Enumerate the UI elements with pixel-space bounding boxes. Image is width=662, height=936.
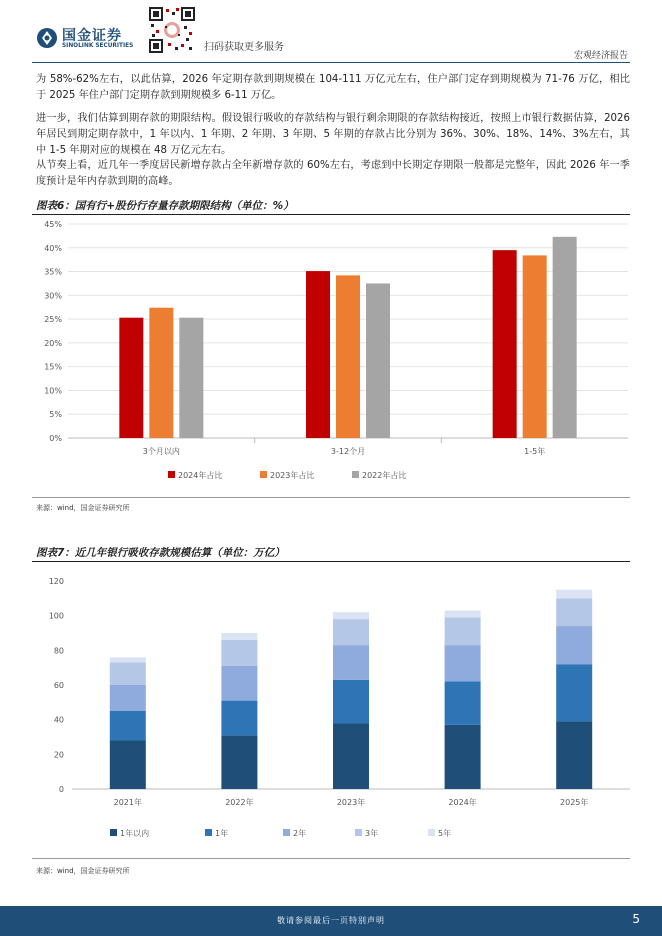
- stacked-bar-segment: [110, 657, 146, 662]
- figure7-chart: [0, 563, 662, 855]
- legend-label: 2024年占比: [178, 471, 223, 480]
- legend-label: 3年: [365, 829, 379, 838]
- logo-english-name: SINOLINK SECURITIES: [62, 43, 134, 49]
- y-tick-label: 60: [53, 681, 64, 690]
- stacked-bar-segment: [333, 619, 369, 645]
- logo-chinese-name: 国金证券: [62, 28, 122, 44]
- bar: [149, 308, 173, 438]
- page-header: [0, 0, 662, 68]
- x-tick-label: 3个月以内: [142, 447, 180, 456]
- figure7-title: 图表7：近几年银行吸收存款规模估算（单位：万亿）: [36, 547, 285, 559]
- stacked-bar-segment: [221, 633, 257, 640]
- figure6-title: 图表6：国有行+股份行存量存款期限结构（单位：%）: [36, 200, 294, 212]
- paragraph-3: 从节奏上看，近几年一季度居民新增存款占全年新增存款的 60%左右，考虑到中长期定存期限一般都是完整年，因此 2026 年一季度预计是年内存款到期的高峰。: [36, 160, 630, 187]
- x-tick-label: 2024年: [448, 798, 477, 807]
- stacked-bar-segment: [333, 680, 369, 723]
- stacked-bar-segment: [556, 721, 592, 789]
- legend-swatch: [168, 471, 175, 478]
- stacked-bar-segment: [445, 645, 481, 681]
- y-tick-label: 0: [58, 785, 64, 794]
- y-tick-label: 40%: [44, 243, 62, 253]
- bar: [523, 255, 547, 438]
- legend-label: 1年以内: [120, 829, 150, 838]
- stacked-bar-segment: [556, 598, 592, 626]
- stacked-bar-segment: [556, 664, 592, 721]
- footer-disclaimer: 敬请参阅最后一页特别声明: [277, 916, 385, 925]
- paragraph-1: 为 58%-62%左右，以此估算，2026 年定期存款到期规模在 104-111 万亿元左右，住户部门定存到期规模为 71-76 万亿，相比于 2025 年住户部门定期存款到期规模多 6-11 万亿。: [36, 74, 630, 101]
- bar: [493, 250, 517, 438]
- figure6-top-rule: [32, 214, 630, 215]
- y-tick-label: 5%: [49, 410, 62, 420]
- legend-swatch: [283, 829, 290, 836]
- figure6-source: 来源：wind，国金证券研究所: [36, 504, 130, 512]
- y-tick-label: 25%: [44, 315, 62, 325]
- bar: [179, 318, 203, 438]
- stacked-bar-segment: [110, 711, 146, 740]
- bar: [336, 275, 360, 438]
- y-tick-label: 40: [53, 715, 64, 725]
- y-tick-label: 10%: [44, 386, 62, 396]
- x-tick-label: 2022年: [225, 798, 254, 807]
- y-tick-label: 100: [48, 611, 64, 621]
- y-tick-label: 45%: [44, 220, 62, 229]
- legend-swatch: [260, 471, 267, 478]
- y-tick-label: 30%: [44, 291, 62, 301]
- y-tick-label: 120: [48, 577, 64, 586]
- stacked-bar-segment: [110, 740, 146, 789]
- stacked-bar-segment: [333, 645, 369, 680]
- x-tick-label: 1-5年: [524, 447, 546, 456]
- bar: [366, 283, 390, 438]
- stacked-bar-segment: [556, 590, 592, 599]
- y-tick-label: 80: [53, 646, 64, 656]
- page-number: 5: [632, 912, 640, 926]
- legend-label: 2023年占比: [270, 471, 315, 480]
- company-logo: [36, 24, 146, 52]
- figure7-bottom-rule: [32, 858, 630, 859]
- stacked-bar-segment: [445, 610, 481, 617]
- y-tick-label: 20%: [44, 338, 62, 348]
- report-type-label: 宏观经济报告: [573, 51, 628, 61]
- figure7-source: 来源：wind，国金证券研究所: [36, 867, 130, 875]
- stacked-bar-segment: [333, 612, 369, 619]
- sinolink-logo-icon: [36, 27, 58, 49]
- figure6-chart: [0, 216, 662, 494]
- header-divider: [32, 62, 630, 63]
- scan-for-services-text: 扫码获取更多服务: [204, 42, 284, 53]
- stacked-bar-segment: [110, 662, 146, 685]
- page-footer: [0, 906, 662, 936]
- legend-swatch: [110, 829, 117, 836]
- stacked-bar-segment: [445, 682, 481, 725]
- figure6-chart-svg: [0, 216, 662, 494]
- legend-swatch: [352, 471, 359, 478]
- qr-code-icon[interactable]: [148, 6, 196, 54]
- legend-swatch: [205, 829, 212, 836]
- figure7-top-rule: [32, 561, 630, 562]
- legend-label: 5年: [438, 829, 452, 838]
- x-tick-label: 3-12个月: [330, 447, 366, 456]
- paragraph-2: 进一步，我们估算到期存款的期限结构。假设银行吸收的存款结构与银行剩余期限的存款结构接近，按照上市银行数据估算，2026 年居民到期定期存款中，1 年以内、1 年期、2 年期、3 年期、5 年期的存款占比分别为 36%、30%、18%、14%、3%左右，其中 1-5 年期对应的规模在 48 万亿元左右。: [36, 113, 630, 156]
- legend-swatch: [355, 829, 362, 836]
- bar: [306, 271, 330, 438]
- stacked-bar-segment: [333, 723, 369, 789]
- stacked-bar-segment: [445, 617, 481, 645]
- stacked-bar-segment: [556, 626, 592, 664]
- bar: [553, 237, 577, 438]
- stacked-bar-segment: [110, 685, 146, 711]
- stacked-bar-segment: [221, 701, 257, 736]
- x-tick-label: 2025年: [560, 798, 589, 807]
- stacked-bar-segment: [221, 640, 257, 666]
- legend-label: 2022年占比: [362, 471, 407, 480]
- bar: [119, 318, 143, 438]
- y-tick-label: 15%: [44, 362, 62, 372]
- legend-label: 2年: [293, 829, 307, 838]
- legend-label: 1年: [215, 829, 229, 838]
- y-tick-label: 20: [53, 750, 64, 760]
- x-tick-label: 2021年: [113, 798, 142, 807]
- y-tick-label: 35%: [44, 267, 62, 277]
- stacked-bar-segment: [221, 735, 257, 789]
- stacked-bar-segment: [221, 666, 257, 701]
- x-tick-label: 2023年: [336, 798, 366, 807]
- figure6-bottom-rule: [32, 497, 630, 498]
- figure7-chart-svg: [0, 563, 662, 855]
- stacked-bar-segment: [445, 725, 481, 789]
- y-tick-label: 0%: [49, 434, 62, 443]
- legend-swatch: [428, 829, 435, 836]
